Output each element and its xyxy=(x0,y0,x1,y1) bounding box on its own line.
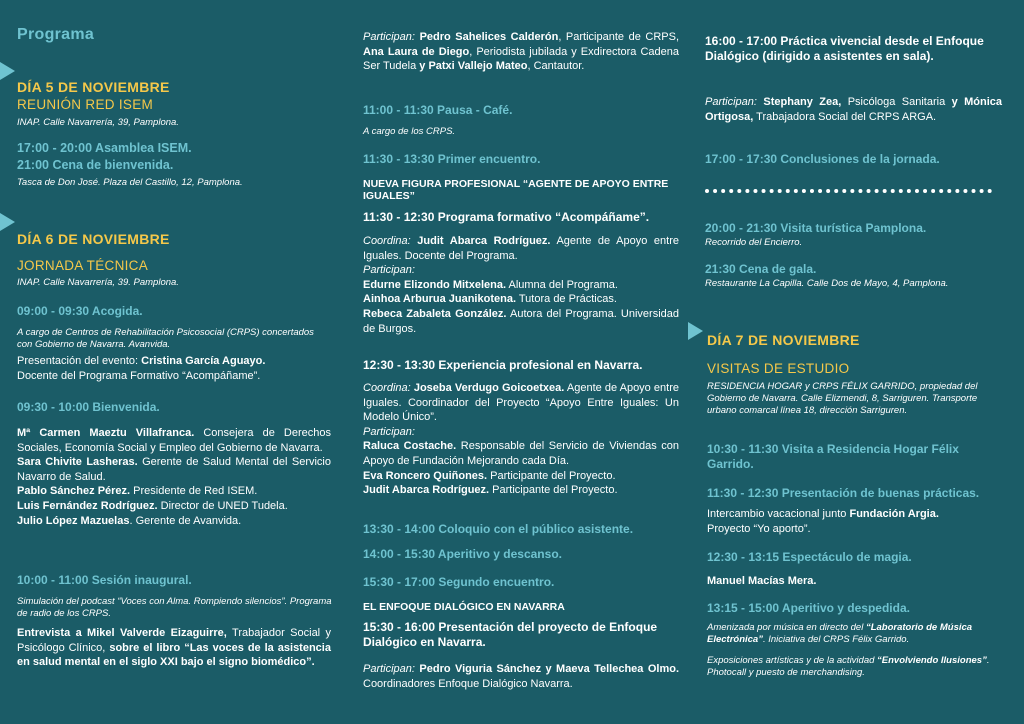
participant-name: y Mónica Ortigosa, xyxy=(705,96,1002,123)
event-asamblea: 17:00 - 20:00 Asamblea ISEM. xyxy=(17,141,192,155)
participan-text: Participan: xyxy=(363,264,415,277)
participan-label xyxy=(363,425,679,440)
person-name: Eva Roncero Quiñones. xyxy=(363,469,488,482)
triangle-marker-icon xyxy=(688,322,703,340)
coordinator-role: Agente de Apoyo entre Iguales. Coordinador del Proyecto “Apoyo Entre Iguales: Un Modelo Único”. xyxy=(363,382,679,424)
person-line xyxy=(17,499,331,514)
person-line xyxy=(17,484,331,499)
presentation-role: Docente del Programa Formativo “Acompáñame”. xyxy=(17,369,261,382)
person-name: Mª Carmen Maeztu Villafranca. xyxy=(17,427,195,439)
coordina-label: Coordina: xyxy=(363,235,411,247)
participan-text: Participan: xyxy=(363,425,415,438)
column-2 xyxy=(340,0,688,724)
page-title: Programa xyxy=(17,26,95,43)
event-espectaculo-magia: 12:30 - 13:15 Espectáculo de magia. xyxy=(707,550,912,564)
participant-name: Pedro Sahelices Calderón xyxy=(419,31,559,43)
presentation-label: Presentación del evento: xyxy=(17,355,142,367)
person-role: Participante del Proyecto. xyxy=(487,469,616,482)
participants-label: Participan: xyxy=(363,31,415,43)
buenas-details xyxy=(707,507,1007,536)
note-text: Exposiciones artísticas y de la actividad xyxy=(707,655,878,666)
event-experiencia: 12:30 - 13:30 Experiencia profesional en Navarra. xyxy=(363,358,643,372)
participant-role: Coordinadores Enfoque Dialógico Navarra. xyxy=(363,677,573,690)
triangle-marker-icon xyxy=(0,213,15,231)
event-presentacion-proyecto: 15:30 - 16:00 Presentación del proyecto de Enfoque Dialógico en Navarra. xyxy=(363,620,658,649)
event-inaugural: 10:00 - 11:00 Sesión inaugural. xyxy=(17,573,192,587)
practice-text: Intercambio vacacional junto xyxy=(707,508,850,520)
coordinator-role: Agente de Apoyo entre Iguales. Docente del Programa. xyxy=(363,235,679,262)
despedida-note-1 xyxy=(707,622,1007,646)
person-line xyxy=(17,426,331,455)
event-cena-bienvenida: 21:00 Cena de bienvenida. xyxy=(17,158,174,172)
person-line xyxy=(17,514,331,529)
person-name: Ainhoa Arburua Juanikotena. xyxy=(363,293,517,306)
person-name: Judit Abarca Rodríguez. xyxy=(363,484,490,497)
participant-names: Pedro Viguria Sánchez y Maeva Tellechea Olmo. xyxy=(414,663,679,675)
pausa-note: A cargo de los CRPS. xyxy=(363,126,456,137)
person-name: Raluca Costache. xyxy=(363,440,457,453)
programa-details xyxy=(363,234,679,336)
presentation-name: Cristina García Aguayo. xyxy=(141,355,266,367)
event-coloquio: 13:30 - 14:00 Coloquio con el público asistente. xyxy=(363,522,634,536)
event-primer-encuentro: 11:30 - 13:30 Primer encuentro. xyxy=(363,152,541,166)
event-visita-turistica: 20:00 - 21:30 Visita turística Pamplona. xyxy=(705,221,927,235)
person-name: Julio López Mazuelas xyxy=(17,514,130,527)
person-name: Edurne Elizondo Mitxelena. xyxy=(363,278,507,291)
practica-details xyxy=(705,95,1002,124)
interview-topic: sobre el libro “Las voces de la asistencia en salud mental en el siglo XXI bajo el signo biomédico”. xyxy=(17,641,331,669)
person-name: Sara Chivite Lasheras. xyxy=(17,456,138,469)
event-aperitivo-despedida: 13:15 - 15:00 Aperitivo y despedida. xyxy=(707,601,910,615)
event-visita-residencia: 10:30 - 11:30 Visita a Residencia Hogar Félix Garrido. xyxy=(707,442,959,471)
participant-name: y Patxi Vallejo Mateo xyxy=(419,60,528,73)
person-role: Director de UNED Tudela. xyxy=(157,499,288,512)
participants-top xyxy=(363,30,679,74)
participant-role: , Cantautor. xyxy=(527,60,585,73)
day7-subtitle: VISITAS DE ESTUDIO xyxy=(707,361,850,376)
coordinator-name: Joseba Verdugo Goicoetxea. xyxy=(410,382,565,394)
event-bienvenida: 09:30 - 10:00 Bienvenida. xyxy=(17,400,160,414)
participant-role: Psicóloga Sanitaria xyxy=(841,96,952,108)
presentacion-details xyxy=(363,662,679,691)
event-pausa: 11:00 - 11:30 Pausa - Café. xyxy=(363,103,513,117)
day7-location: RESIDENCIA HOGAR y CRPS FÉLIX GARRIDO, propiedad del Gobierno de Navarra. Calle Elizmendi, 8, Sarriguren. Transporte urbano comarcal línea 18, dirección Sarriguren. xyxy=(707,381,978,416)
participant-role: , Participante de CRPS, xyxy=(558,31,680,43)
practice-project: Proyecto “Yo aporto”. xyxy=(707,522,811,535)
person-line xyxy=(363,483,679,498)
event-practica-vivencial: 16:00 - 17:00 Práctica vivencial desde el Enfoque Dialógico (dirigido a asistentes en sala). xyxy=(705,34,984,63)
interview-guest: Entrevista a Mikel Valverde Eizaguirre, xyxy=(17,627,227,639)
day6-location: INAP. Calle Navarrería, 39. Pamplona. xyxy=(17,277,179,288)
person-role: Participante del Proyecto. xyxy=(489,484,618,497)
coordinator-name: Judit Abarca Rodríguez. xyxy=(410,235,551,247)
person-line xyxy=(363,292,679,307)
participan-label: Participan: xyxy=(705,96,757,108)
day5-location: INAP. Calle Navarrería, 39, Pamplona. xyxy=(17,117,179,128)
note-text: . Iniciativa del CRPS Félix Garrido. xyxy=(762,634,910,645)
person-name: Pablo Sánchez Pérez. xyxy=(17,485,131,498)
column-3 xyxy=(688,0,1024,724)
event-conclusiones: 17:00 - 17:30 Conclusiones de la jornada. xyxy=(705,152,940,166)
participant-name: Stephany Zea, xyxy=(756,96,842,108)
dotted-divider xyxy=(705,189,992,193)
note-highlight: “Envolviendo Ilusiones” xyxy=(877,655,987,666)
person-name: Luis Fernández Rodríguez. xyxy=(17,499,158,512)
day5-title: DÍA 5 DE NOVIEMBRE xyxy=(17,79,170,95)
visita-note: Recorrido del Encierro. xyxy=(705,237,803,248)
person-role: Autora del Programa. Universidad de Burgos. xyxy=(363,307,679,335)
inaugural-note: Simulación del podcast “Voces con Alma. Rompiendo silencios”. Programa de radio de los CRPS. xyxy=(17,596,332,619)
event-acogida: 09:00 - 09:30 Acogida. xyxy=(17,304,143,318)
person-name: Rebeca Zabaleta González. xyxy=(363,307,507,320)
person-role: Tutora de Prácticas. xyxy=(516,293,617,306)
participant-role: Trabajadora Social del CRPS ARGA. xyxy=(753,110,937,123)
practice-org: Fundación Argia. xyxy=(849,508,939,520)
coordina-label: Coordina: xyxy=(363,382,411,394)
day6-subtitle: JORNADA TÉCNICA xyxy=(17,258,149,273)
event-aperitivo-descanso: 14:00 - 15:30 Aperitivo y descanso. xyxy=(363,547,562,561)
despedida-note-2 xyxy=(707,655,1007,679)
person-role: Alumna del Programa. xyxy=(506,278,618,291)
participan-label: Participan: xyxy=(363,663,415,675)
event-cena-gala: 21:30 Cena de gala. xyxy=(705,262,817,276)
event-segundo-encuentro: 15:30 - 17:00 Segundo encuentro. xyxy=(363,575,555,589)
participan-label xyxy=(363,263,679,278)
note-text: Amenizada por música en directo del xyxy=(707,622,866,633)
acogida-presentation xyxy=(17,354,327,383)
magician-name: Manuel Macías Mera. xyxy=(707,575,817,587)
event-buenas-practicas: 11:30 - 12:30 Presentación de buenas prácticas. xyxy=(707,486,980,500)
person-line xyxy=(363,278,679,293)
event-programa-formativo: 11:30 - 12:30 Programa formativo “Acompáñame”. xyxy=(363,210,650,224)
note-text: . Photocall y puesto de merchandising. xyxy=(707,655,990,678)
experiencia-details xyxy=(363,381,679,498)
day6-title: DÍA 6 DE NOVIEMBRE xyxy=(17,231,170,247)
participant-role: , Periodista jubilada y Exdirectora Cadena Ser Tudela xyxy=(363,45,679,73)
interview-role: Trabajador Social y Psicólogo Clínico, xyxy=(17,627,332,654)
coordina-line xyxy=(363,234,679,263)
coordina-line xyxy=(363,381,679,425)
person-role: Consejera de Derechos Sociales, Economía Social y Empleo del Gobierno de Navarra. xyxy=(17,427,332,454)
participant-name: Ana Laura de Diego xyxy=(363,45,470,58)
person-line xyxy=(363,307,679,336)
day7-title: DÍA 7 DE NOVIEMBRE xyxy=(707,332,860,348)
person-role: Responsable del Servicio de Viviendas con Apoyo de Fundación Mejorando cada Día. xyxy=(363,440,679,467)
day5-subtitle: REUNIÓN RED ISEM xyxy=(17,97,154,112)
person-line xyxy=(363,469,679,484)
person-line xyxy=(17,455,331,484)
cena-location: Tasca de Don José. Plaza del Castillo, 12, Pamplona. xyxy=(17,177,243,188)
person-role: Gerente de Salud Mental del Servicio Navarro de Salud. xyxy=(17,456,331,483)
person-role: Presidente de Red ISEM. xyxy=(130,485,258,498)
column-1 xyxy=(0,0,340,724)
section-heading-agente: NUEVA FIGURA PROFESIONAL “AGENTE DE APOYO ENTRE IGUALES” xyxy=(363,178,669,202)
note-highlight: “Laboratorio de Música Electrónica” xyxy=(707,622,973,645)
person-line xyxy=(363,439,679,468)
acogida-note: A cargo de Centros de Rehabilitación Psicosocial (CRPS) concertados con Gobierno de Navarra. Avanvida. xyxy=(17,327,314,350)
section-heading-enfoque: EL ENFOQUE DIALÓGICO EN NAVARRA xyxy=(363,601,565,613)
inaugural-text xyxy=(17,626,331,670)
triangle-marker-icon xyxy=(0,62,15,80)
gala-note: Restaurante La Capilla. Calle Dos de Mayo, 4, Pamplona. xyxy=(705,278,949,289)
bienvenida-people xyxy=(17,426,331,528)
person-role: . Gerente de Avanvida. xyxy=(129,514,242,527)
